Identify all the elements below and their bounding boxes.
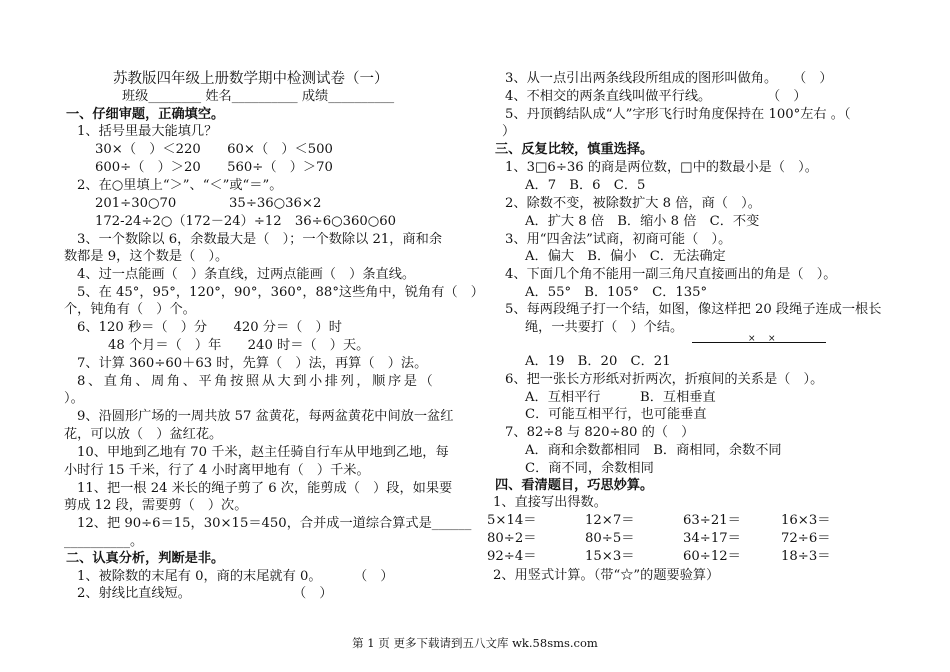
q6-line-a: 6、120 秒＝（ ）分 420 分＝（ ）时 xyxy=(77,320,342,335)
section-2-heading: 二、认真分析，判断是非。 xyxy=(66,551,225,566)
judge-5-line-a: 5、丹顶鹤结队成“人”字形飞行时角度保持在 100°左右 。（ xyxy=(505,107,851,122)
q3-line-a: 3、一个数除以 6，余数最大是（ ）；一个数除以 21，商和余 xyxy=(77,232,443,247)
choice-5-options: A．19 B．20 C．21 xyxy=(525,354,671,369)
q1-line-b: 600÷（ ）＞20 560÷（ ）＞70 xyxy=(95,160,333,175)
student-info-fields: 班级________ 姓名__________ 成绩__________ xyxy=(122,89,395,104)
choice-6-options-a: A．互相平行 B．互相垂直 xyxy=(525,390,716,405)
choice-6-options-b: C．可能互相平行，也可能垂直 xyxy=(525,407,707,422)
q10-line-b: 小时行 15 千米，行了 4 小时离甲地有（ ）千米。 xyxy=(64,463,370,478)
q6-line-b: 48 个月＝（ ）年 240 时＝（ ）天。 xyxy=(108,338,370,353)
q11-line-b: 剪成 12 段，需要剪（ ）次。 xyxy=(64,498,248,513)
calc-item: 34÷17＝ xyxy=(683,531,741,546)
q7: 7、计算 360÷60＋63 时，先算（ ）法，再算（ ）法。 xyxy=(77,356,428,371)
q1-line-a: 30×（ ）＜220 60×（ ）＜500 xyxy=(95,142,333,157)
page-footer: 第 1 页 更多下载请到五八文库 wk.58sms.com xyxy=(352,636,598,650)
q5-line-a: 5、在 45°，95°，120°，90°，360°，88°这些角中，锐角有（ ） xyxy=(77,285,484,300)
q8-line-a: 8、直角、周角、平角按照从大到小排列，顺序是（ xyxy=(77,374,436,389)
choice-3-options: A．偏大 B．偏小 C．无法确定 xyxy=(525,249,726,264)
calc-item: 80÷5＝ xyxy=(585,531,635,546)
choice-4-options: A．55° B．105° C．135° xyxy=(525,285,708,300)
judge-1-answer-paren[interactable]: （ ） xyxy=(354,569,394,584)
judge-4-answer-paren[interactable]: （ ） xyxy=(767,89,807,104)
calc-item: 80÷2＝ xyxy=(487,531,537,546)
choice-1: 1、3□6÷36 的商是两位数，□中的数最小是（ ）。 xyxy=(505,160,818,175)
choice-4: 4、下面几个角不能用一副三角尺直接画出的角是（ ）。 xyxy=(505,267,837,282)
section-1-heading: 一、仔细审题，正确填空。 xyxy=(66,107,225,122)
q1: 1、括号里最大能填几？ xyxy=(77,124,218,139)
q4: 4、过一点能画（ ）条直线，过两点能画（ ）条直线。 xyxy=(77,267,416,282)
calc-item: 15×3＝ xyxy=(585,549,635,564)
choice-3: 3、用“四舍法”试商，初商可能（ ）。 xyxy=(505,232,732,247)
page-title: 苏教版四年级上册数学期中检测试卷（一） xyxy=(113,71,389,87)
calc-item: 18÷3＝ xyxy=(781,549,831,564)
judge-3-answer-paren[interactable]: （ ） xyxy=(793,71,833,86)
q11-line-a: 11、把一根 24 米长的绳子剪了 6 次，能剪成（ ）段，如果要 xyxy=(77,481,453,496)
judge-1: 1、被除数的末尾有 0，商的末尾就有 0。 xyxy=(77,569,322,584)
calc-item: 12×7＝ xyxy=(585,513,635,528)
q12-line-b: __________。 xyxy=(64,534,144,549)
vertical-calc-instruction: 2、用竖式计算。（带“☆”的题要验算） xyxy=(493,568,720,583)
calc-item: 16×3＝ xyxy=(781,513,831,528)
choice-2: 2、除数不变，被除数扩大 8 倍，商（ ）。 xyxy=(505,196,761,211)
calc-intro: 1、直接写出得数。 xyxy=(493,495,607,510)
judge-2: 2、射线比直线短。 xyxy=(77,586,191,601)
q9-line-a: 9、沿圆形广场的一周共放 57 盆黄花，每两盆黄花中间放一盆红 xyxy=(77,409,454,424)
q3-line-b: 数都是 9，这个数是（ ）。 xyxy=(64,249,229,264)
rope-knot-icon: × xyxy=(768,334,776,344)
calc-item: 92÷4＝ xyxy=(487,549,537,564)
rope-figure-line xyxy=(692,342,826,343)
calc-item: 63÷21＝ xyxy=(683,513,741,528)
section-3-heading: 三、反复比较，慎重选择。 xyxy=(495,142,654,157)
choice-6: 6、把一张长方形纸对折两次，折痕间的关系是（ ）。 xyxy=(505,372,824,387)
choice-1-options: A．7 B．6 C．5 xyxy=(525,178,646,193)
q10-line-a: 10、甲地到乙地有 70 千米，赵主任骑自行车从甲地到乙地，每 xyxy=(77,445,449,460)
calc-item: 60÷12＝ xyxy=(683,549,741,564)
choice-7-options-a: A．商和余数都相同 B．商相同，余数不同 xyxy=(525,443,782,458)
calc-item: 5×14＝ xyxy=(487,513,537,528)
q2: 2、在○里填上“＞”、“＜”或“＝”。 xyxy=(77,178,283,193)
choice-5-line-b: 绳，一共要打（ ）个结。 xyxy=(525,320,684,335)
q8-line-b: ）。 xyxy=(64,391,84,406)
judge-4: 4、不相交的两条直线叫做平行线。 xyxy=(505,89,712,104)
rope-knot-icon: × xyxy=(748,334,756,344)
q12-line-a: 12、把 90÷6＝15，30×15＝450，合并成一道综合算式是______ xyxy=(77,516,472,531)
choice-2-options: A．扩大 8 倍 B．缩小 8 倍 C．不变 xyxy=(525,214,760,229)
judge-5-line-b: ） xyxy=(502,124,516,139)
q9-line-b: 花，可以放（ ）盆红花。 xyxy=(64,427,223,442)
choice-7-options-b: C．商不同，余数相同 xyxy=(525,461,654,476)
q2-line-b: 172-24÷2○（172－24）÷12 36÷6○360○60 xyxy=(95,214,397,229)
judge-3: 3、从一点引出两条线段所组成的图形叫做角。 xyxy=(505,71,778,86)
q5-line-b: 个，钝角有（ ）个。 xyxy=(64,302,196,317)
judge-2-answer-paren[interactable]: （ ） xyxy=(293,586,333,601)
section-4-heading: 四、看清题目，巧思妙算。 xyxy=(495,478,654,493)
choice-5-line-a: 5、每两段绳子打一个结，如图，像这样把 20 段绳子连成一根长 xyxy=(505,302,882,317)
q2-line-a: 201÷30○70 35÷36○36×2 xyxy=(95,196,322,211)
calc-item: 72÷6＝ xyxy=(781,531,831,546)
choice-7: 7、82÷8 与 820÷80 的（ ） xyxy=(505,425,695,440)
